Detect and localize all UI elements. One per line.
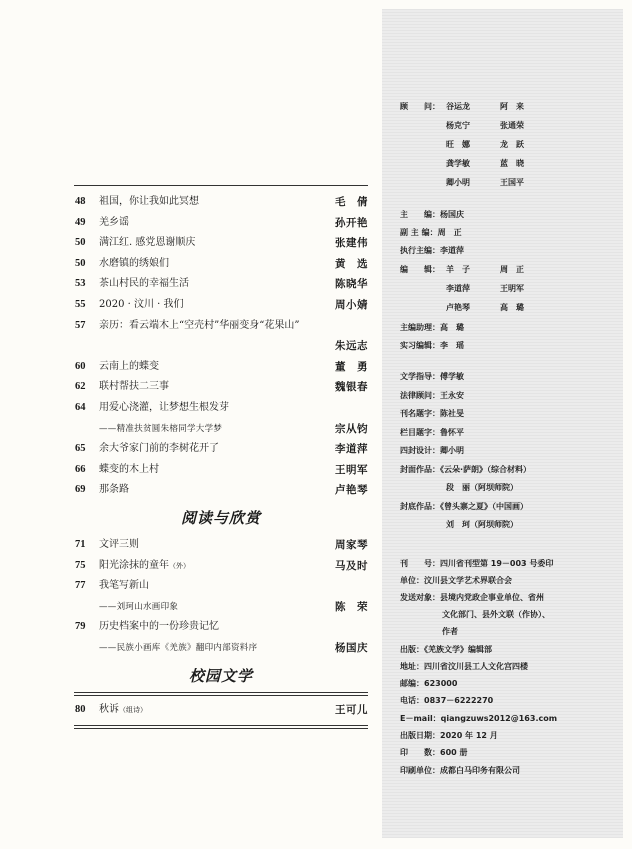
staff-name: 王国平 [500, 178, 524, 187]
editors-label: 编 辑： [400, 265, 440, 274]
toc-title [99, 398, 229, 419]
toc-list-reading [74, 535, 368, 659]
staff-name: 卿小明 [446, 178, 470, 187]
toc-title-text: 云南上的蝶变 [99, 360, 159, 372]
toc-list-campus [74, 700, 368, 721]
title-calligraphy: 刊名题字：陈社旻 [400, 409, 464, 418]
toc-author: 王可儿 [335, 704, 368, 717]
toc-page-number: 49 [75, 216, 86, 228]
toc-title [99, 254, 169, 275]
print-count: 印 数：600 册 [400, 748, 468, 757]
exec-editor: 执行主编：李道萍 [400, 246, 464, 255]
toc-page-number: 71 [75, 538, 86, 550]
staff-name: 卢艳琴 [446, 303, 470, 312]
toc-entry [74, 398, 368, 419]
toc-title-text: 水磨镇的绣娘们 [99, 257, 169, 269]
toc-author: 宗从钧 [335, 422, 368, 435]
toc-title [99, 274, 189, 295]
toc-title [99, 576, 149, 597]
postcode: 邮编：623000 [400, 679, 458, 688]
staff-name: 王明军 [500, 284, 524, 293]
toc-page-number: 60 [75, 360, 86, 372]
address: 地址：四川省汶川县工人文化宫四楼 [400, 662, 528, 671]
distribution-line-2: 文化部门、县外文联（作协）、 [442, 610, 550, 619]
toc-title-text: 2020 · 汶川 · 我们 [99, 298, 184, 310]
back-cover-author: 刘 珂（阿坝师院） [446, 520, 518, 529]
toc-author: 杨国庆 [335, 641, 368, 654]
toc-title-note: （组诗） [119, 706, 147, 715]
toc-title-text: 亲历：看云端木上“空壳村”华丽变身“花果山” [99, 319, 300, 331]
toc-page-number: 77 [75, 580, 86, 592]
editor-assistant: 主编助理：高 璐 [400, 323, 464, 332]
toc-entry [74, 576, 368, 597]
toc-page-number: 65 [75, 443, 86, 455]
toc-entry [74, 192, 368, 213]
toc-entry [74, 597, 368, 618]
toc-title [99, 419, 222, 440]
toc-entry [74, 535, 368, 556]
toc-title [99, 597, 178, 618]
toc-title-text: 祖国，你让我如此冥想 [99, 196, 199, 207]
toc-list-main [74, 192, 368, 501]
cover-design: 四封设计：卿小明 [400, 446, 464, 455]
toc-author: 毛 倩 [335, 196, 368, 208]
toc-page-number: 64 [75, 401, 86, 413]
staff-name: 蓝 晓 [500, 159, 524, 168]
toc-title-text: 秋诉 [99, 704, 119, 716]
toc-author: 马及时 [335, 559, 368, 572]
toc-title-note: （外） [169, 561, 190, 570]
column-calligraphy: 栏目题字：鲁怀平 [400, 428, 464, 437]
toc-title-text: 茶山村民的幸福生活 [99, 278, 189, 290]
staff-name: 张通荣 [500, 121, 524, 130]
toc-title [99, 213, 129, 234]
toc-title-text: 余大爷家门前的李树花开了 [99, 443, 219, 455]
staff-name: 龚学敏 [446, 159, 470, 168]
literary-guide: 文学指导：傅学敏 [400, 372, 464, 381]
toc-title-text: 文评三则 [99, 538, 139, 550]
toc-title-text: 联村帮扶二三事 [99, 381, 169, 393]
toc-page-number: 80 [75, 704, 86, 716]
publication-date: 出版日期：2020 年 12 月 [400, 731, 498, 740]
section-heading-reading: 阅读与欣赏 [180, 509, 261, 528]
toc-title [99, 460, 159, 481]
toc-page-number: 62 [75, 381, 86, 393]
publisher: 出版：《羌族文学》编辑部 [400, 645, 492, 654]
toc-page-number: 55 [75, 298, 86, 310]
advisors-label: 顾 问： [400, 102, 440, 111]
toc-author: 魏银春 [335, 381, 368, 394]
toc-entry [74, 213, 368, 234]
toc-entry [74, 254, 368, 275]
cover-work: 封面作品：《云朵·萨朗》（综合材料） [400, 465, 532, 474]
table-of-contents [74, 185, 368, 729]
issue-number: 刊 号：四川省刊型第 19－003 号委印 [400, 559, 554, 568]
toc-author: 李道萍 [335, 443, 368, 456]
toc-author: 周小婧 [335, 298, 368, 311]
toc-title [99, 535, 139, 556]
masthead-panel [382, 9, 623, 838]
toc-title-text: ——刘珂山水画印象 [99, 601, 179, 612]
distribution-line-1: 发送对象：县境内党政企事业单位、省州 [400, 593, 544, 602]
toc-title-text: 用爱心浇灌，让梦想生根发芽 [99, 401, 229, 413]
toc-author: 朱远志 [335, 340, 368, 353]
toc-title [99, 316, 299, 337]
toc-title-text: 蝶变的木上村 [99, 463, 159, 475]
toc-entry [74, 316, 368, 337]
toc-bottom-rule [74, 725, 368, 729]
toc-page-number: 75 [75, 559, 86, 571]
toc-author: 卢艳琴 [335, 484, 368, 497]
toc-title-text: 羌乡谣 [99, 216, 129, 228]
staff-name: 旺 娜 [446, 140, 470, 149]
toc-page-number: 79 [75, 621, 86, 633]
toc-author: 孙开艳 [335, 216, 368, 229]
staff-name: 谷运龙 [446, 102, 470, 111]
toc-entry [74, 460, 368, 481]
toc-title-text: 阳光涂抹的童年 [99, 559, 169, 571]
toc-title-text: 历史档案中的一份珍贵记忆 [99, 621, 219, 633]
toc-title [99, 439, 219, 460]
staff-name: 高 璐 [500, 303, 524, 312]
publishing-unit: 单位：汶川县文学艺术界联合会 [400, 576, 512, 585]
toc-entry [74, 700, 368, 721]
staff-name: 周 正 [500, 265, 524, 274]
staff-name: 龙 跃 [500, 140, 524, 149]
toc-author: 王明军 [335, 463, 368, 476]
back-cover-work: 封底作品：《曾头寨之夏》（中国画） [400, 502, 528, 511]
toc-entry [74, 480, 368, 501]
toc-entry [74, 617, 368, 638]
toc-page-number: 57 [75, 319, 86, 331]
toc-title-text: 我笔写新山 [99, 580, 149, 592]
toc-title-text: ——民族小画库《羌族》翻印内部资料序 [99, 642, 258, 653]
staff-name: 羊 子 [446, 265, 470, 274]
toc-title-text: ——精准扶贫圆朱榕同学大学梦 [99, 423, 223, 434]
toc-author: 陈晓华 [335, 278, 368, 291]
toc-page-number: 48 [75, 196, 86, 207]
toc-entry [74, 357, 368, 378]
distribution-line-3: 作者 [442, 627, 458, 636]
toc-title [99, 556, 190, 577]
toc-entry [74, 377, 368, 398]
toc-author: 黄 选 [335, 257, 368, 270]
toc-page-number: 50 [75, 257, 86, 269]
toc-page-number: 53 [75, 278, 86, 290]
toc-entry [74, 419, 368, 440]
toc-page-number: 69 [75, 484, 86, 496]
toc-title [99, 192, 199, 213]
intern-editor: 实习编辑：李 瑶 [400, 341, 464, 350]
section-heading-campus: 校园文学 [188, 666, 253, 685]
toc-title [99, 617, 219, 638]
toc-title [99, 233, 195, 254]
toc-title [99, 480, 129, 501]
toc-title [99, 700, 147, 721]
toc-title-text: 那条路 [99, 484, 129, 496]
toc-entry [74, 336, 368, 357]
toc-author: 张建伟 [335, 237, 368, 250]
toc-author: 董 勇 [335, 360, 368, 373]
email: E－mail：qiangzuws2012@163.com [400, 714, 558, 723]
toc-author: 陈 荣 [335, 600, 368, 613]
toc-section-rule [74, 692, 368, 696]
toc-page-number: 66 [75, 463, 86, 475]
toc-entry [74, 233, 368, 254]
staff-name: 杨克宁 [446, 121, 470, 130]
toc-title [99, 377, 169, 398]
chief-editor: 主 编：杨国庆 [400, 210, 464, 219]
toc-title [99, 295, 184, 316]
cover-author: 段 丽（阿坝师院） [446, 483, 518, 492]
deputy-editor: 副 主 编：周 正 [400, 228, 462, 237]
toc-page-number: 50 [75, 237, 86, 249]
toc-entry [74, 295, 368, 316]
printer: 印刷单位：成都白马印务有限公司 [400, 766, 520, 775]
phone: 电话：0837－6222270 [400, 696, 494, 705]
toc-author: 周家琴 [335, 538, 368, 551]
toc-entry [74, 638, 368, 659]
toc-entry [74, 274, 368, 295]
staff-name: 李道萍 [446, 284, 470, 293]
legal-advisor: 法律顾问：王永安 [400, 391, 464, 400]
toc-top-rule [74, 185, 368, 186]
staff-name: 阿 来 [500, 102, 524, 111]
toc-title-text: 满江红. 感党恩谢顺庆 [99, 237, 196, 249]
toc-title [99, 357, 159, 378]
toc-title [99, 638, 257, 659]
toc-entry [74, 439, 368, 460]
toc-entry [74, 556, 368, 577]
